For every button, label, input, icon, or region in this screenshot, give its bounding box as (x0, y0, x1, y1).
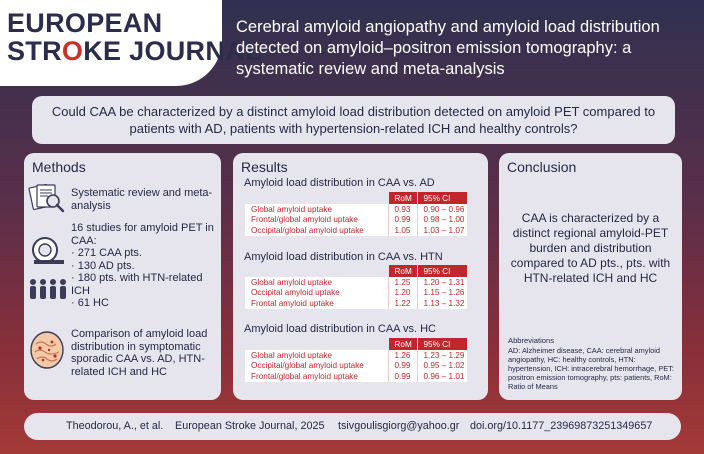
results-panel (233, 153, 488, 400)
table-row (245, 288, 467, 299)
method-studies-text (71, 222, 221, 310)
table-cell: 0.98 – 1.00 (417, 215, 467, 226)
table-cell: 1.26 (388, 350, 417, 361)
table-cell: 1.23 – 1.29 (417, 350, 467, 361)
footer-journal: European Stroke Journal, 2025 (175, 420, 325, 432)
studies-bullet-caa: · 271 CAA pts. (71, 247, 142, 259)
table-cell: 0.90 – 0.96 (417, 204, 467, 215)
document-search-icon (28, 182, 66, 214)
table-row (245, 298, 467, 309)
table-header-cell: 95% CI (417, 265, 467, 277)
table-cell: 1.15 – 1.26 (417, 288, 467, 299)
results-table-htn (245, 265, 467, 309)
table-cell: Occipital/global amyloid uptake (245, 225, 388, 236)
table-cell: Global amyloid uptake (245, 350, 388, 361)
table-cell: 0.93 (388, 204, 417, 215)
footer-bar (24, 413, 681, 440)
table-header-cell: RoM (388, 338, 417, 350)
results-subtitle-ad: Amyloid load distribution in CAA vs. AD (244, 177, 435, 189)
pet-scanner-icon (28, 236, 66, 266)
table-cell: Frontal amyloid uptake (245, 298, 388, 309)
table-cell: 0.99 (388, 215, 417, 226)
table-cell: 0.95 – 1.02 (417, 361, 467, 372)
table-cell: 1.20 – 1.31 (417, 277, 467, 288)
logo-heart-o: O (61, 36, 84, 66)
table-cell: 0.96 – 1.01 (417, 371, 467, 382)
table-header-cell (245, 192, 388, 204)
table-header-cell (245, 338, 388, 350)
studies-bullet-hc: · 61 HC (71, 297, 109, 309)
results-subtitle-htn: Amyloid load distribution in CAA vs. HTN (244, 251, 443, 263)
table-cell: Occipital amyloid uptake (245, 288, 388, 299)
table-cell: 1.05 (388, 225, 417, 236)
studies-bullet-ad: · 130 AD pts. (71, 259, 135, 272)
studies-bullet-htn: · 180 pts. with HTN-related ICH (71, 272, 203, 297)
method-comparison-text: Comparison of amyloid load distribution in symptomatic sporadic CAA vs. AD, HTN-related ICH and HC (71, 328, 208, 378)
page-title: Cerebral amyloid angiopathy and amyloid load distribution detected on amyloid–positron emission tomography: a systematic review and meta-analysis (236, 18, 660, 78)
table-cell: 0.99 (388, 371, 417, 382)
conclusion-heading: Conclusion (507, 159, 577, 175)
table-cell: 1.20 (388, 288, 417, 299)
abbreviations-title: Abbreviations (508, 336, 555, 345)
table-row (245, 277, 467, 288)
table-row (245, 361, 467, 372)
footer-doi[interactable]: doi.org/10.1177_23969873251349657 (470, 420, 653, 432)
col-ci: 95% CI (417, 192, 467, 204)
conclusion-panel (499, 153, 682, 400)
abbreviations-text: AD: Alzheimer disease, CAA: cerebral amyloid angiopathy, HC: healthy controls, HTN: hypertension, ICH: intracerebral hemorrhage, PET: positron emission tomography, pts: patients, RoM: Ratio of Means (508, 346, 674, 392)
method-review-text: Systematic review and meta-analysis (71, 187, 213, 212)
conclusion-text: CAA is characterized by a distinct regional amyloid-PET burden and distribution compared to AD pts., pts. with HTN-related ICH and HC (510, 211, 671, 285)
results-table-hc (245, 338, 467, 382)
journal-logo (0, 0, 262, 86)
methods-panel (24, 153, 221, 400)
col-rom: RoM (388, 192, 417, 204)
logo-line-stroke-journal (7, 36, 262, 67)
footer-authors: Theodorou, A., et al. (66, 420, 164, 432)
table-header-cell: 95% CI (417, 338, 467, 350)
logo-text-a: STR (7, 36, 62, 66)
results-subtitle-hc: Amyloid load distribution in CAA vs. HC (244, 323, 436, 335)
patients-group-icon (28, 278, 68, 300)
logo-line-european: EUROPEAN (7, 8, 163, 38)
table-cell: Occipital/global amyloid uptake (245, 361, 388, 372)
table-row (245, 371, 467, 382)
footer-email[interactable]: tsivgoulisgiorg@yahoo.gr (338, 420, 460, 432)
table-row (245, 225, 467, 236)
table-cell: 1.13 – 1.32 (417, 298, 467, 309)
results-heading: Results (241, 159, 288, 175)
table-header-cell: RoM (388, 265, 417, 277)
table-cell: 1.03 – 1.07 (417, 225, 467, 236)
table-cell: Frontal/global amyloid uptake (245, 215, 388, 226)
methods-heading: Methods (32, 159, 86, 175)
table-cell: Global amyloid uptake (245, 277, 388, 288)
table-cell: Global amyloid uptake (245, 204, 388, 215)
table-cell: 1.22 (388, 298, 417, 309)
studies-title: 16 studies for amyloid PET in CAA: (71, 222, 214, 247)
table-row (245, 215, 467, 226)
research-question: Could CAA be characterized by a distinct amyloid load distribution detected on amyloid PET compared to patients with AD, patients with hypertension-related ICH and healthy controls? (32, 96, 675, 144)
table-cell: 1.25 (388, 277, 417, 288)
table-row (245, 350, 467, 361)
table-cell: 0.99 (388, 361, 417, 372)
brain-scan-icon (28, 330, 66, 370)
table-cell: Frontal/global amyloid uptake (245, 371, 388, 382)
results-table-ad (245, 192, 467, 236)
logo-text-c: KE JOURNAL (83, 36, 262, 66)
table-row (245, 204, 467, 215)
table-header-cell (245, 265, 388, 277)
